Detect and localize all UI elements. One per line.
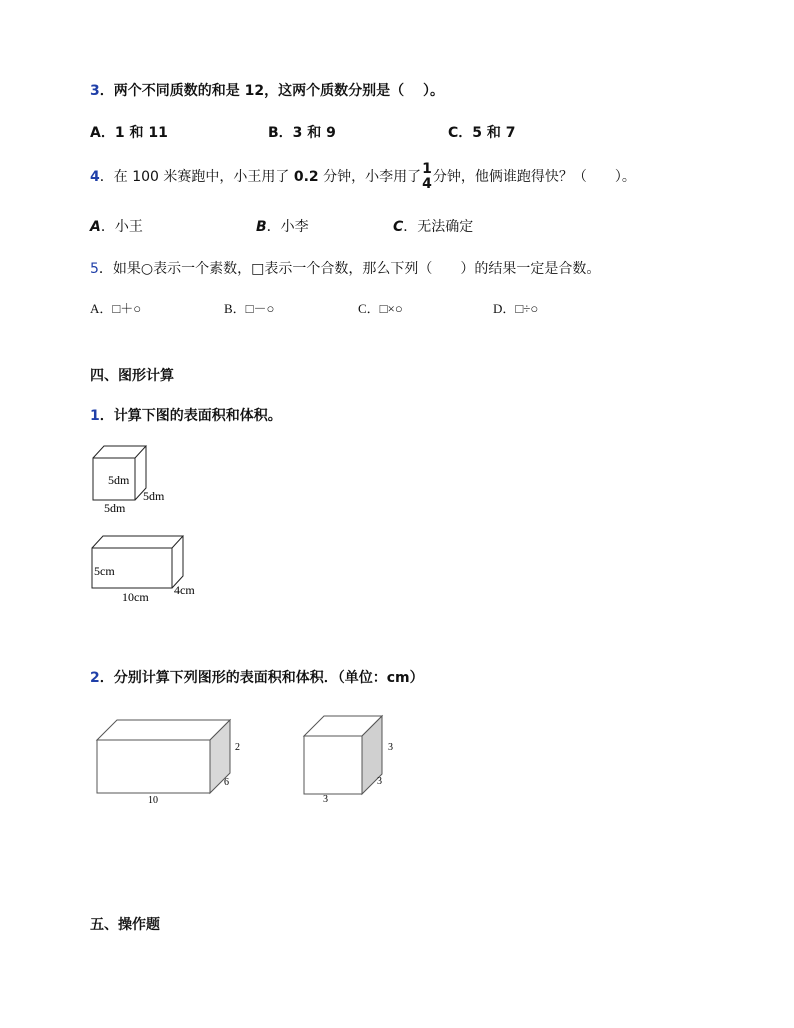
question-number: 2: [90, 670, 100, 686]
cuboid-label-length: 10cm: [122, 590, 149, 604]
cube-figure: [88, 440, 188, 520]
question-1: [90, 405, 282, 425]
option-a: A．□＋○: [90, 301, 142, 316]
fraction-numerator: 1: [422, 161, 432, 177]
option-text: ．无法确定: [403, 219, 474, 235]
question-text: ．如果○表示一个素数，□表示一个合数，那么下列（ ）的结果一定是合数。: [98, 261, 601, 277]
option-letter: C: [393, 219, 404, 235]
question-number: 5: [90, 261, 99, 277]
question-3: [90, 80, 444, 100]
option-a: [90, 216, 143, 236]
cube-label-height: 3: [388, 742, 393, 753]
cuboid-10-6-2-figure: [92, 715, 252, 815]
question-2: [90, 667, 424, 687]
option-b: B．3 和 9: [268, 125, 336, 141]
cube-label-side: 5dm: [143, 489, 165, 503]
fraction-denominator: 4: [422, 176, 432, 192]
question-number: 1: [90, 408, 100, 424]
option-c: C．5 和 7: [448, 125, 516, 141]
option-a: A．1 和 11: [90, 125, 168, 141]
option-c: C．□×○: [358, 301, 403, 316]
option-letter: B: [256, 219, 267, 235]
cuboid-figure: [88, 532, 218, 608]
option-c: [393, 216, 473, 236]
cube-label-width: 3: [323, 794, 328, 805]
question-number: 3: [90, 83, 100, 99]
section-title: 四、图形计算: [90, 368, 174, 384]
cuboid-label-length: 10: [148, 795, 158, 806]
question-text: ．两个不同质数的和是 12，这两个质数分别是（ ）。: [99, 83, 444, 99]
cuboid-label-width: 4cm: [174, 583, 195, 597]
option-text: ．小王: [100, 219, 143, 235]
cuboid-label-height: 5cm: [94, 564, 115, 578]
question-text-mid: 分钟，小李用了: [318, 169, 422, 185]
option-d: D．□÷○: [493, 301, 539, 316]
question-text-before: ．在 100 米赛跑中，小王用了: [99, 169, 294, 185]
section-title: 五、操作题: [90, 917, 160, 933]
option-letter: A: [90, 219, 101, 235]
question-text-after: 分钟，他俩谁跑得快？（ ）。: [432, 169, 636, 185]
option-b: B．□－○: [224, 301, 275, 316]
option-text: ．小李: [266, 219, 309, 235]
question-text: ．计算下图的表面积和体积。: [99, 408, 282, 424]
question-number: 4: [90, 169, 100, 185]
question-5: [90, 258, 600, 278]
question-text: ．分别计算下列图形的表面积和体积．（单位：cm）: [99, 670, 424, 686]
cube-label-front: 5dm: [108, 473, 130, 487]
cube-3-figure: [300, 712, 400, 812]
option-b: [256, 216, 309, 236]
cube-label-depth: 3: [377, 776, 382, 787]
value-0-2: 0.2: [293, 169, 319, 185]
cube-label-bottom: 5dm: [104, 501, 126, 515]
cuboid-label-height: 2: [235, 742, 240, 753]
fraction-one-quarter: [422, 162, 432, 192]
cuboid-label-width: 6: [224, 777, 229, 788]
question-4: [90, 162, 636, 192]
